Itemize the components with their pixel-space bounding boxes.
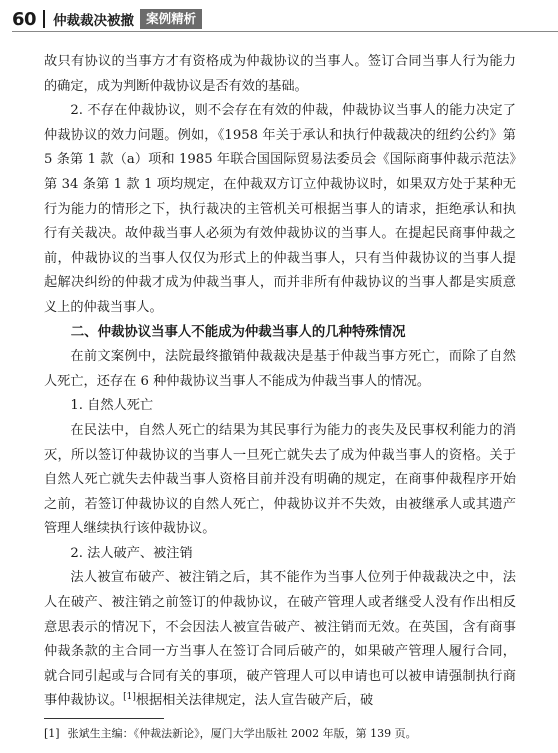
paragraph-2: 2. 不存在仲裁协议，则不会存在有效的仲裁，仲裁协议当事人的能力决定了仲裁协议的效力问题。例如，《1958 年关于承认和执行仲裁裁决的纽约公约》第 5 条第 1 款（a）项和 1985 年联合国国际贸易法委员会《国际商事仲裁示范法》第 34 条第 1 款 1 项均规定，在仲裁双方订立仲裁协议时，如果双方处于某种无行为能力的情形之下，执行裁决的主管机关可根据当事人的请求，拒绝承认和执行有关裁决。故仲裁当事人必须为有效仲裁协议的当事人。在提起民商事仲裁之前，仲裁协议的当事人仅仅为形式上的仲裁当事人，只有当仲裁协议的当事人提起解决纠纷的仲裁才成为仲裁当事人，而并非所有仲裁协议的当事人都是实质意义上的仲裁当事人。 bbox=[44, 103, 516, 315]
paragraph-4: 在民法中，自然人死亡的结果为其民事行为能力的丧失及民事权利能力的消灭，所以签订仲裁协议的当事人一旦死亡就失去了成为仲裁当事人的资格。关于自然人死亡就失去仲裁当事人资格目前并没有明确的规定，在商事仲裁程序开始之前，若签订仲裁协议的自然人死亡，仲裁协议并不失效，由被继承人或其遗产管理人继续执行该仲裁协议。 bbox=[44, 422, 516, 537]
paragraph-5 bbox=[44, 566, 516, 714]
footnote bbox=[44, 726, 514, 742]
subheading-legal-person-bankruptcy: 2. 法人破产、被注销 bbox=[70, 545, 193, 561]
page-number: 60 bbox=[12, 8, 37, 30]
book-title: 仲裁裁决被撤 bbox=[53, 13, 135, 29]
paragraph-1: 故只有协议的当事方才有资格成为仲裁协议的当事人。签订合同当事人行为能力的确定，成为判断仲裁协议是否有效的基础。 bbox=[44, 54, 516, 94]
paragraph-5-text-b: 根据相关法律规定，法人宣告破产后，破 bbox=[135, 693, 374, 709]
paragraph-5-text-a: 法人被宣布破产、被注销之后，其不能作为当事人位列于仲裁裁决之中，法人在破产、被注销之前签订的仲裁协议，在破产管理人或者继受人没有作出相反意思表示的情况下，不会因法人被宣告破产、被注销而无效。在英国，含有商事仲裁条款的主合同一方当事人在签订合同后破产的，如果破产管理人履行合同，就合同引起或与合同有关的事项，破产管理人可以申请也可以被申请强制执行商事仲裁协议。 bbox=[44, 570, 516, 709]
section-tag: 案例精析 bbox=[140, 9, 202, 29]
footnote-rule bbox=[44, 718, 164, 719]
header-rule bbox=[12, 31, 558, 32]
footnote-reference[interactable]: [1] bbox=[123, 692, 136, 703]
footnote-text: 张斌生主编：《仲裁法新论》，厦门大学出版社 2002 年版，第 139 页。 bbox=[67, 727, 417, 740]
paragraph-3: 在前文案例中，法院最终撤销仲裁裁决是基于仲裁当事方死亡，而除了自然人死亡，还存在 6 种仲裁协议当事人不能成为仲裁当事人的情况。 bbox=[44, 349, 516, 389]
page-body bbox=[44, 50, 516, 714]
page-header bbox=[12, 7, 558, 31]
header-divider bbox=[43, 10, 45, 28]
subheading-natural-person-death: 1. 自然人死亡 bbox=[70, 398, 154, 414]
section-heading: 二、仲裁协议当事人不能成为仲裁当事人的几种特殊情况 bbox=[70, 324, 406, 340]
footnote-mark: [1] bbox=[44, 727, 60, 740]
